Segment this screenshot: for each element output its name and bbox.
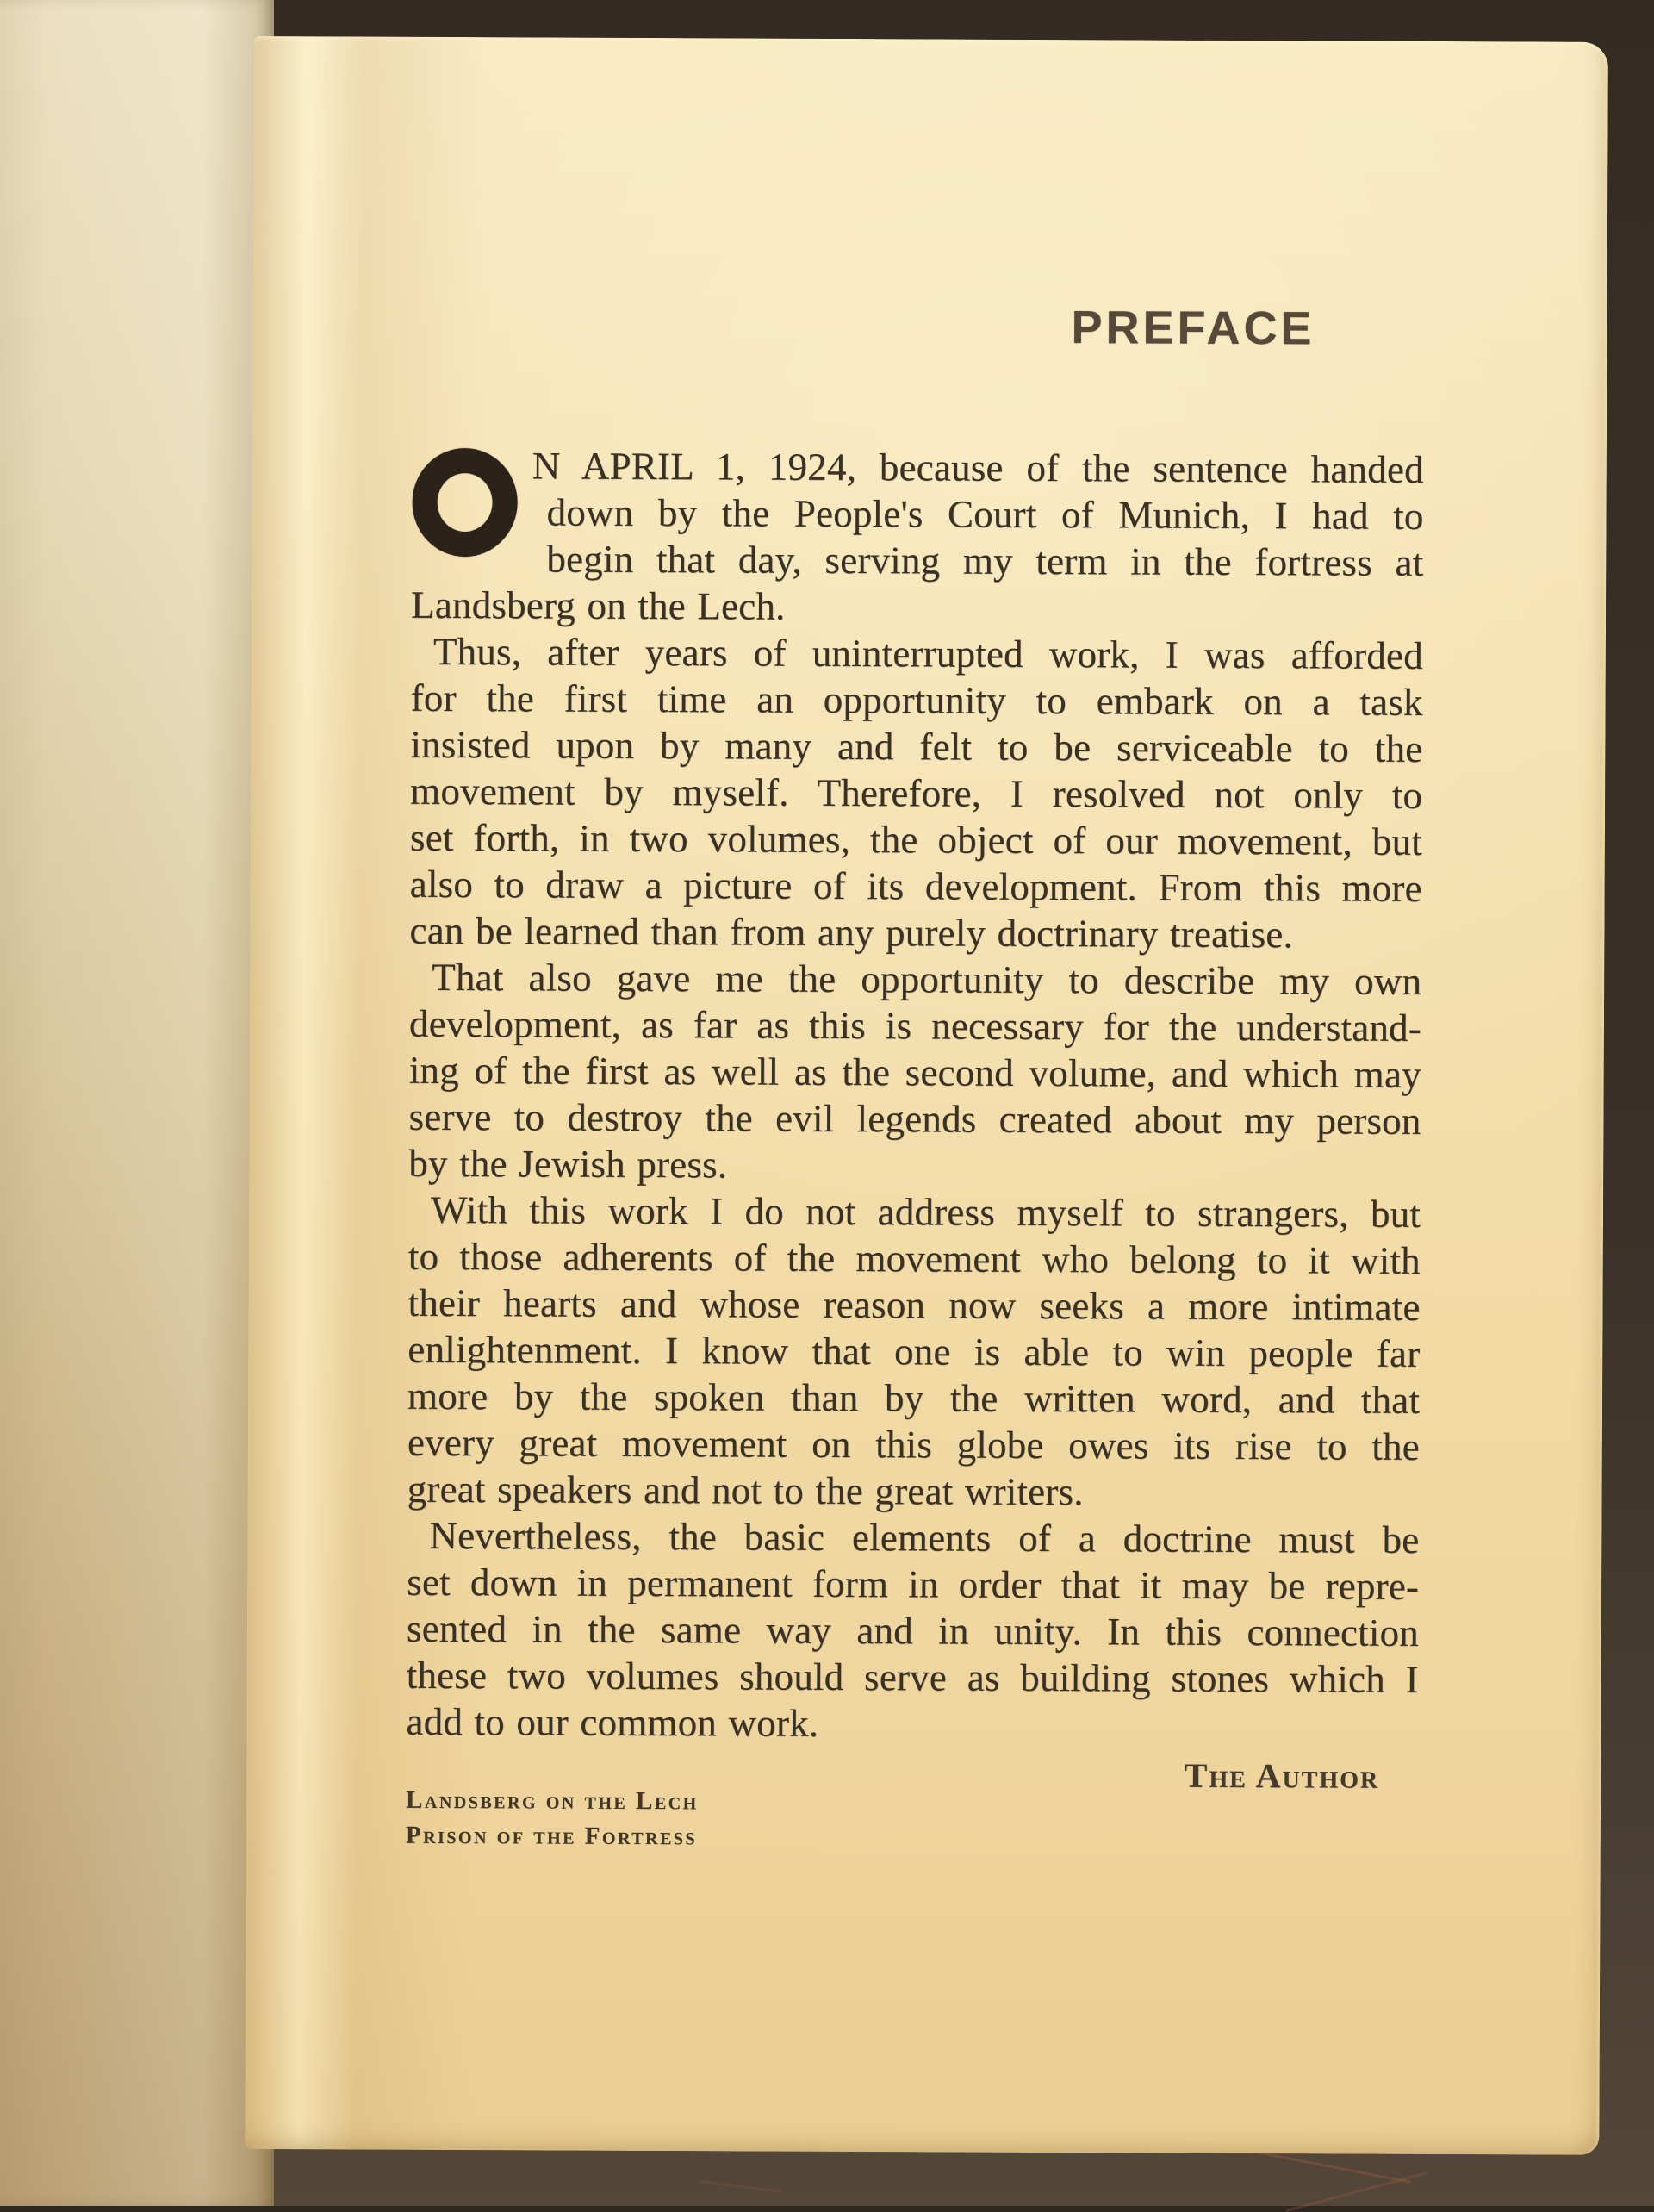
- text-line: With this work I do not address myself to strangers, but: [430, 1187, 1421, 1236]
- text-line: enlightenment. I know that one is able to win people far: [407, 1327, 1421, 1375]
- text-line: these two volumes should serve as building stones which I: [406, 1653, 1419, 1701]
- text-line: N APRIL 1, 1924, because of the sentence handed: [532, 444, 1424, 491]
- author-signature: The Author: [1184, 1755, 1380, 1796]
- text-line: begin that day, serving my term in the fortress at: [546, 537, 1424, 584]
- text-line: serve to destroy the evil legends created about my person: [408, 1094, 1421, 1143]
- text-line: movement by myself. Therefore, I resolved not only to: [410, 769, 1423, 817]
- text-line: Nevertheless, the basic elements of a doctrine must be: [429, 1513, 1420, 1561]
- text-line: ing of the first as well as the second volume, and which may: [408, 1048, 1421, 1096]
- text-line: great speakers and not to the great writers.: [407, 1467, 1084, 1514]
- text-line: sented in the same way and in unity. In this connection: [406, 1606, 1420, 1654]
- text-line: their hearts and whose reason now seeks a more intimate: [407, 1280, 1421, 1329]
- text-line: set down in permanent form in order that it may be repre-: [407, 1560, 1420, 1608]
- text-line: down by the People's Court of Munich, I had to: [546, 490, 1424, 538]
- page-title: PREFACE: [1071, 302, 1315, 355]
- footer-line-prison: Prison of the Fortress: [405, 1821, 698, 1851]
- text-line: by the Jewish press.: [408, 1141, 728, 1187]
- text-line: set forth, in two volumes, the object of our movement, but: [409, 815, 1423, 863]
- text-line: for the first time an opportunity to embark on a task: [410, 676, 1423, 724]
- text-line: That also gave me the opportunity to describe my own: [432, 955, 1422, 1003]
- text-line: add to our common work.: [406, 1699, 819, 1745]
- text-line: insisted upon by many and felt to be serviceable to the: [410, 722, 1423, 770]
- text-line: Thus, after years of uninterrupted work, I was afforded: [432, 629, 1423, 677]
- text-line: also to draw a picture of its development. From this more: [409, 862, 1422, 910]
- scratch-mark: [700, 2180, 781, 2193]
- text-line: more by the spoken than by the written word, and that: [407, 1374, 1421, 1422]
- facing-page-edge: [0, 0, 274, 2206]
- footer-line-location: Landsberg on the Lech: [406, 1785, 699, 1816]
- text-line: can be learned than from any purely doctrinary treatise.: [409, 908, 1294, 956]
- preface-body: [406, 442, 1424, 1749]
- book-page: [245, 36, 1608, 2155]
- text-line: Landsberg on the Lech.: [411, 583, 786, 628]
- text-line: every great movement on this globe owes its rise to the: [407, 1420, 1420, 1468]
- place-and-date-block: [406, 1783, 1181, 1857]
- text-line: to those adherents of the movement who belong to it with: [407, 1234, 1421, 1282]
- text-line: development, as far as this is necessary for the understand-: [408, 1001, 1422, 1050]
